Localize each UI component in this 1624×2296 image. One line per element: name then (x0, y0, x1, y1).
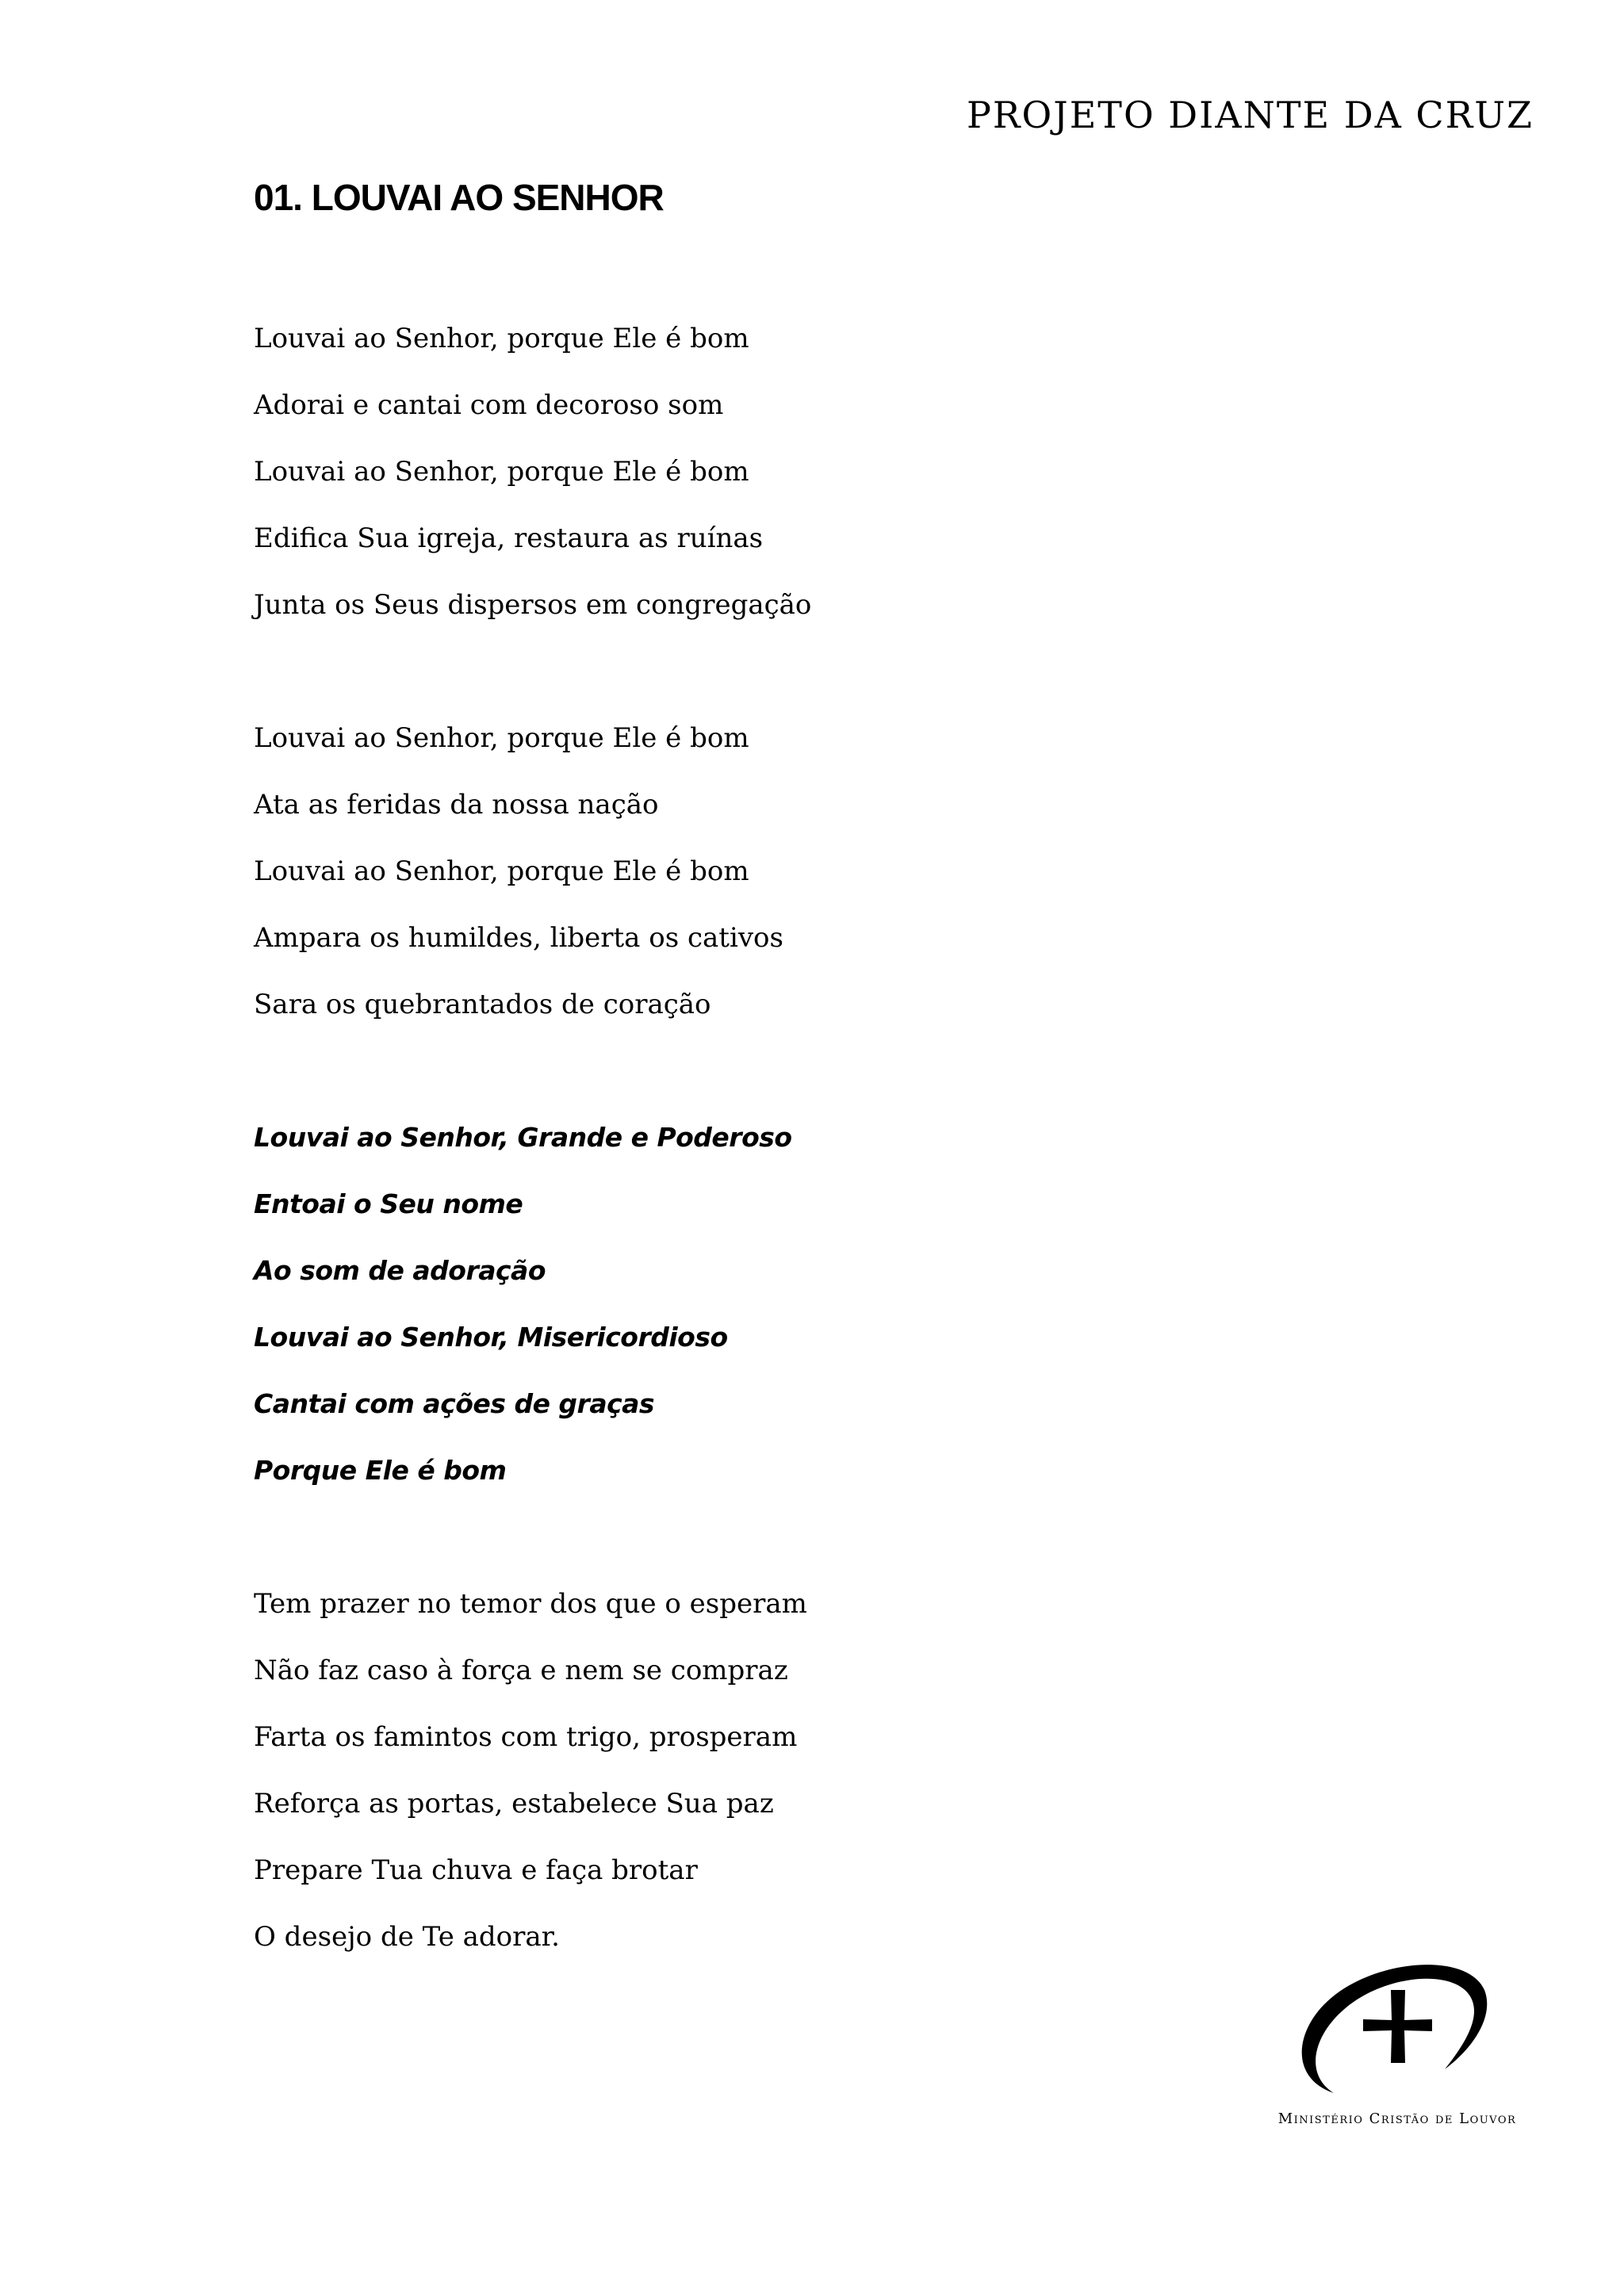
lyric-line: Junta os Seus dispersos em congregação (254, 589, 812, 621)
stanza-verse-1 (254, 317, 1285, 650)
stanza-verse-2 (254, 717, 1285, 1050)
lyric-line: Sara os quebrantados de coração (254, 989, 711, 1020)
chorus-line: Louvai ao Senhor, Misericordioso (254, 1322, 728, 1353)
project-title: PROJETO DIANTE DA CRUZ (966, 94, 1534, 136)
ministry-logo (1254, 1958, 1540, 2156)
chorus-line: Ao som de adoração (254, 1255, 546, 1286)
stanza-chorus (254, 1116, 1285, 1516)
chorus-line: Entoai o Seu nome (254, 1188, 523, 1219)
lyric-line: Louvai ao Senhor, porque Ele é bom (254, 323, 749, 354)
lyric-line: Reforça as portas, estabelece Sua paz (254, 1788, 774, 1820)
lyric-line: Edifica Sua igreja, restaura as ruínas (254, 522, 764, 554)
chorus-line: Porque Ele é bom (254, 1455, 507, 1486)
logo-caption: Ministério Cristão de Louvor (1277, 2110, 1517, 2127)
stanza-verse-3 (254, 1582, 1285, 1982)
lyric-line: Ampara os humildes, liberta os cativos (254, 922, 783, 954)
lyric-line: Adorai e cantai com decoroso som (254, 389, 724, 421)
song-title: 01. LOUVAI AO SENHOR (254, 177, 664, 218)
lyric-line: Ata as feridas da nossa nação (254, 789, 659, 821)
lyric-line: O desejo de Te adorar. (254, 1921, 560, 1953)
lyric-line: Farta os famintos com trigo, prosperam (254, 1721, 798, 1753)
lyric-line: Não faz caso à força e nem se compraz (254, 1655, 788, 1686)
chorus-line: Cantai com ações de graças (254, 1388, 655, 1419)
cross-orbit-logo-icon (1286, 1958, 1508, 2109)
lyric-line: Prepare Tua chuva e faça brotar (254, 1854, 698, 1886)
lyric-line: Louvai ao Senhor, porque Ele é bom (254, 722, 749, 754)
lyric-line: Louvai ao Senhor, porque Ele é bom (254, 456, 749, 488)
lyric-line: Louvai ao Senhor, porque Ele é bom (254, 855, 749, 887)
lyrics (254, 317, 1285, 2049)
chorus-line: Louvai ao Senhor, Grande e Poderoso (254, 1122, 792, 1153)
lyric-line: Tem prazer no temor dos que o esperam (254, 1588, 807, 1620)
